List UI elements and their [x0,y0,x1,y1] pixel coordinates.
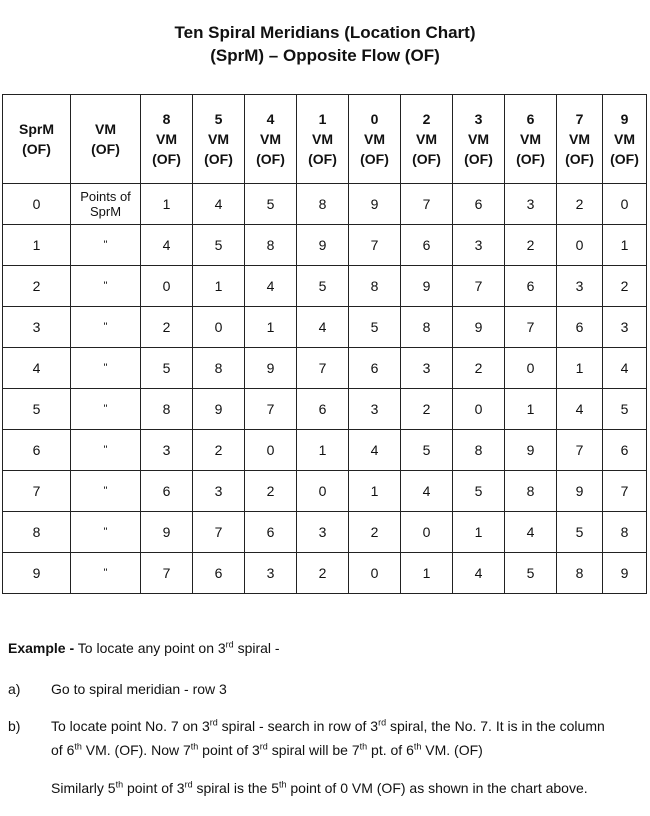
point-value-cell: 0 [603,184,647,225]
header-vm-column [505,95,557,184]
point-value-cell: 6 [401,225,453,266]
point-value-cell: 8 [141,389,193,430]
step-b-line2 [51,742,483,758]
point-value-cell: 1 [193,266,245,307]
point-value-cell: 5 [401,430,453,471]
superscript: th [413,741,422,752]
point-value-cell: 4 [141,225,193,266]
text-segment: VM. (OF) [421,742,483,758]
points-of-label: Points of [80,189,131,204]
point-value-cell: 3 [193,471,245,512]
point-value-cell: 3 [603,307,647,348]
sprm-number-cell: 2 [3,266,71,307]
point-value-cell: 2 [557,184,603,225]
header-line: 9 [620,111,629,127]
point-value-cell: 3 [557,266,603,307]
point-value-cell: 9 [401,266,453,307]
header-line: 1 [318,111,327,127]
point-value-cell: 5 [193,225,245,266]
sprm-number-cell: 5 [3,389,71,430]
point-value-cell: 8 [453,430,505,471]
point-value-cell: 8 [505,471,557,512]
point-value-cell: 0 [141,266,193,307]
ditto-cell: " [71,553,141,594]
superscript: th [74,741,82,752]
point-value-cell: 2 [193,430,245,471]
point-value-cell: 1 [557,348,603,389]
point-value-cell: 3 [401,348,453,389]
point-value-cell: 8 [603,512,647,553]
point-value-cell: 6 [603,430,647,471]
point-value-cell: 6 [453,184,505,225]
table-row [3,307,647,348]
step-a-text: Go to spiral meridian - row 3 [51,681,227,697]
header-line: (OF) [516,151,545,167]
ditto-cell: " [71,266,141,307]
point-value-cell: 7 [193,512,245,553]
table-row [3,266,647,307]
point-value-cell: 0 [453,389,505,430]
point-value-cell: 2 [141,307,193,348]
point-value-cell: 2 [349,512,401,553]
header-vm-column [141,95,193,184]
text-segment: spiral - search in row of 3 [217,718,379,734]
point-value-cell: 8 [245,225,297,266]
point-value-cell: 4 [349,430,401,471]
text-segment: pt. of 6 [367,742,414,758]
superscript: rd [209,717,218,728]
text-segment: spiral will be 7 [267,742,360,758]
point-value-cell: 1 [245,307,297,348]
sprm-number-cell: 6 [3,430,71,471]
example-intro-text: To locate any point on 3 [74,640,226,656]
sprm-number-cell: 1 [3,225,71,266]
text-segment: point of 0 VM (OF) as shown in the chart above. [286,780,588,796]
point-value-cell: 4 [193,184,245,225]
point-value-cell: 2 [401,389,453,430]
point-value-cell: 8 [557,553,603,594]
ditto-cell: " [71,225,141,266]
header-line: 3 [474,111,483,127]
location-chart-table [2,94,647,594]
point-value-cell: 1 [141,184,193,225]
header-line: (OF) [610,151,639,167]
header-line: (OF) [152,151,181,167]
table-row [3,430,647,471]
point-value-cell: 1 [297,430,349,471]
header-line: VM [614,131,635,147]
header-vm-column [193,95,245,184]
point-value-cell: 5 [141,348,193,389]
header-line: 6 [526,111,535,127]
point-value-cell: 5 [245,184,297,225]
ditto-cell: " [71,430,141,471]
point-value-cell: 7 [297,348,349,389]
sprm-number-cell: 0 [3,184,71,225]
point-value-cell: 3 [141,430,193,471]
header-line: VM [364,131,385,147]
point-value-cell: 4 [505,512,557,553]
table-row [3,389,647,430]
header-sprm [3,95,71,184]
point-value-cell: 6 [349,348,401,389]
header-line: (OF) [464,151,493,167]
point-value-cell: 2 [245,471,297,512]
header-line: (OF) [22,141,51,157]
point-value-cell: 0 [349,553,401,594]
header-line: VM [520,131,541,147]
point-value-cell: 7 [349,225,401,266]
point-value-cell: 5 [453,471,505,512]
header-line: (OF) [256,151,285,167]
text-segment: of 6 [51,742,75,758]
ditto-cell: " [71,389,141,430]
header-line: VM [312,131,333,147]
point-value-cell: 0 [401,512,453,553]
point-value-cell: 1 [401,553,453,594]
superscript: th [359,741,368,752]
example-intro-text: spiral - [233,640,280,656]
point-value-cell: 6 [141,471,193,512]
sprm-number-cell: 7 [3,471,71,512]
point-value-cell: 0 [193,307,245,348]
header-line: VM [468,131,489,147]
point-value-cell: 7 [505,307,557,348]
point-value-cell: 5 [297,266,349,307]
point-value-cell: 4 [401,471,453,512]
point-value-cell: 9 [557,471,603,512]
step-b-line1 [51,718,605,734]
header-line: 2 [422,111,431,127]
ditto-cell: " [71,348,141,389]
superscript: rd [378,717,387,728]
points-of-sprm-cell [71,184,141,225]
header-vm [71,95,141,184]
text-segment: VM. (OF). Now 7 [81,742,191,758]
header-line: (OF) [308,151,337,167]
text-segment: Similarly 5 [51,780,116,796]
text-segment: spiral, the No. 7. It is in the column [386,718,605,734]
superscript: rd [259,741,268,752]
header-vm-column [603,95,647,184]
text-segment: point of 3 [198,742,260,758]
point-value-cell: 7 [453,266,505,307]
step-b-label: b) [8,718,21,734]
point-value-cell: 1 [453,512,505,553]
point-value-cell: 9 [193,389,245,430]
point-value-cell: 9 [141,512,193,553]
sprm-number-cell: 8 [3,512,71,553]
sprm-number-cell: 9 [3,553,71,594]
points-of-label: SprM [89,204,122,219]
superscript: rd [225,639,234,650]
header-vm-column [297,95,349,184]
point-value-cell: 2 [453,348,505,389]
example-intro [8,640,280,656]
table-row [3,553,647,594]
point-value-cell: 2 [297,553,349,594]
point-value-cell: 8 [193,348,245,389]
point-value-cell: 8 [401,307,453,348]
point-value-cell: 9 [603,553,647,594]
table-header-row [3,95,647,184]
point-value-cell: 4 [603,348,647,389]
point-value-cell: 9 [297,225,349,266]
superscript: th [190,741,199,752]
point-value-cell: 4 [557,389,603,430]
header-line: 0 [370,111,379,127]
point-value-cell: 3 [349,389,401,430]
ditto-cell: " [71,307,141,348]
example-heading: Example - [8,640,75,656]
point-value-cell: 6 [297,389,349,430]
table-row [3,471,647,512]
point-value-cell: 6 [505,266,557,307]
header-line: 4 [266,111,275,127]
point-value-cell: 7 [557,430,603,471]
point-value-cell: 6 [193,553,245,594]
point-value-cell: 7 [141,553,193,594]
header-line: VM [95,121,116,137]
header-line: VM [208,131,229,147]
point-value-cell: 4 [453,553,505,594]
point-value-cell: 2 [505,225,557,266]
chart-subtitle: (SprM) – Opposite Flow (OF) [210,46,440,65]
header-line: VM [569,131,590,147]
header-vm-column [245,95,297,184]
header-line: 8 [162,111,171,127]
header-line: (OF) [360,151,389,167]
chart-title: Ten Spiral Meridians (Location Chart) [174,23,476,42]
point-value-cell: 4 [297,307,349,348]
superscript: th [115,779,124,790]
header-line: (OF) [412,151,441,167]
header-line: 5 [214,111,223,127]
point-value-cell: 7 [401,184,453,225]
text-segment: point of 3 [123,780,185,796]
point-value-cell: 3 [505,184,557,225]
point-value-cell: 1 [603,225,647,266]
point-value-cell: 5 [557,512,603,553]
header-line: VM [260,131,281,147]
point-value-cell: 9 [245,348,297,389]
point-value-cell: 9 [349,184,401,225]
header-line: VM [156,131,177,147]
point-value-cell: 7 [603,471,647,512]
text-segment: spiral is the 5 [192,780,279,796]
point-value-cell: 3 [297,512,349,553]
header-line: SprM [19,121,54,137]
superscript: rd [184,779,193,790]
header-line: (OF) [565,151,594,167]
header-line: VM [416,131,437,147]
point-value-cell: 7 [245,389,297,430]
point-value-cell: 8 [349,266,401,307]
point-value-cell: 9 [505,430,557,471]
table-row [3,184,647,225]
table-row [3,348,647,389]
sprm-number-cell: 4 [3,348,71,389]
point-value-cell: 1 [505,389,557,430]
point-value-cell: 5 [603,389,647,430]
table-row [3,512,647,553]
similarly-note [51,780,588,796]
point-value-cell: 0 [245,430,297,471]
superscript: th [278,779,287,790]
point-value-cell: 3 [245,553,297,594]
sprm-number-cell: 3 [3,307,71,348]
header-vm-column [401,95,453,184]
point-value-cell: 3 [453,225,505,266]
point-value-cell: 2 [603,266,647,307]
header-vm-column [349,95,401,184]
point-value-cell: 8 [297,184,349,225]
header-line: (OF) [91,141,120,157]
point-value-cell: 0 [297,471,349,512]
point-value-cell: 6 [245,512,297,553]
point-value-cell: 1 [349,471,401,512]
point-value-cell: 0 [505,348,557,389]
point-value-cell: 9 [453,307,505,348]
header-vm-column [557,95,603,184]
point-value-cell: 4 [245,266,297,307]
point-value-cell: 6 [557,307,603,348]
header-line: 7 [575,111,584,127]
header-vm-column [453,95,505,184]
point-value-cell: 5 [505,553,557,594]
ditto-cell: " [71,512,141,553]
ditto-cell: " [71,471,141,512]
point-value-cell: 5 [349,307,401,348]
header-line: (OF) [204,151,233,167]
table-row [3,225,647,266]
text-segment: To locate point No. 7 on 3 [51,718,210,734]
point-value-cell: 0 [557,225,603,266]
step-a-label: a) [8,681,21,697]
